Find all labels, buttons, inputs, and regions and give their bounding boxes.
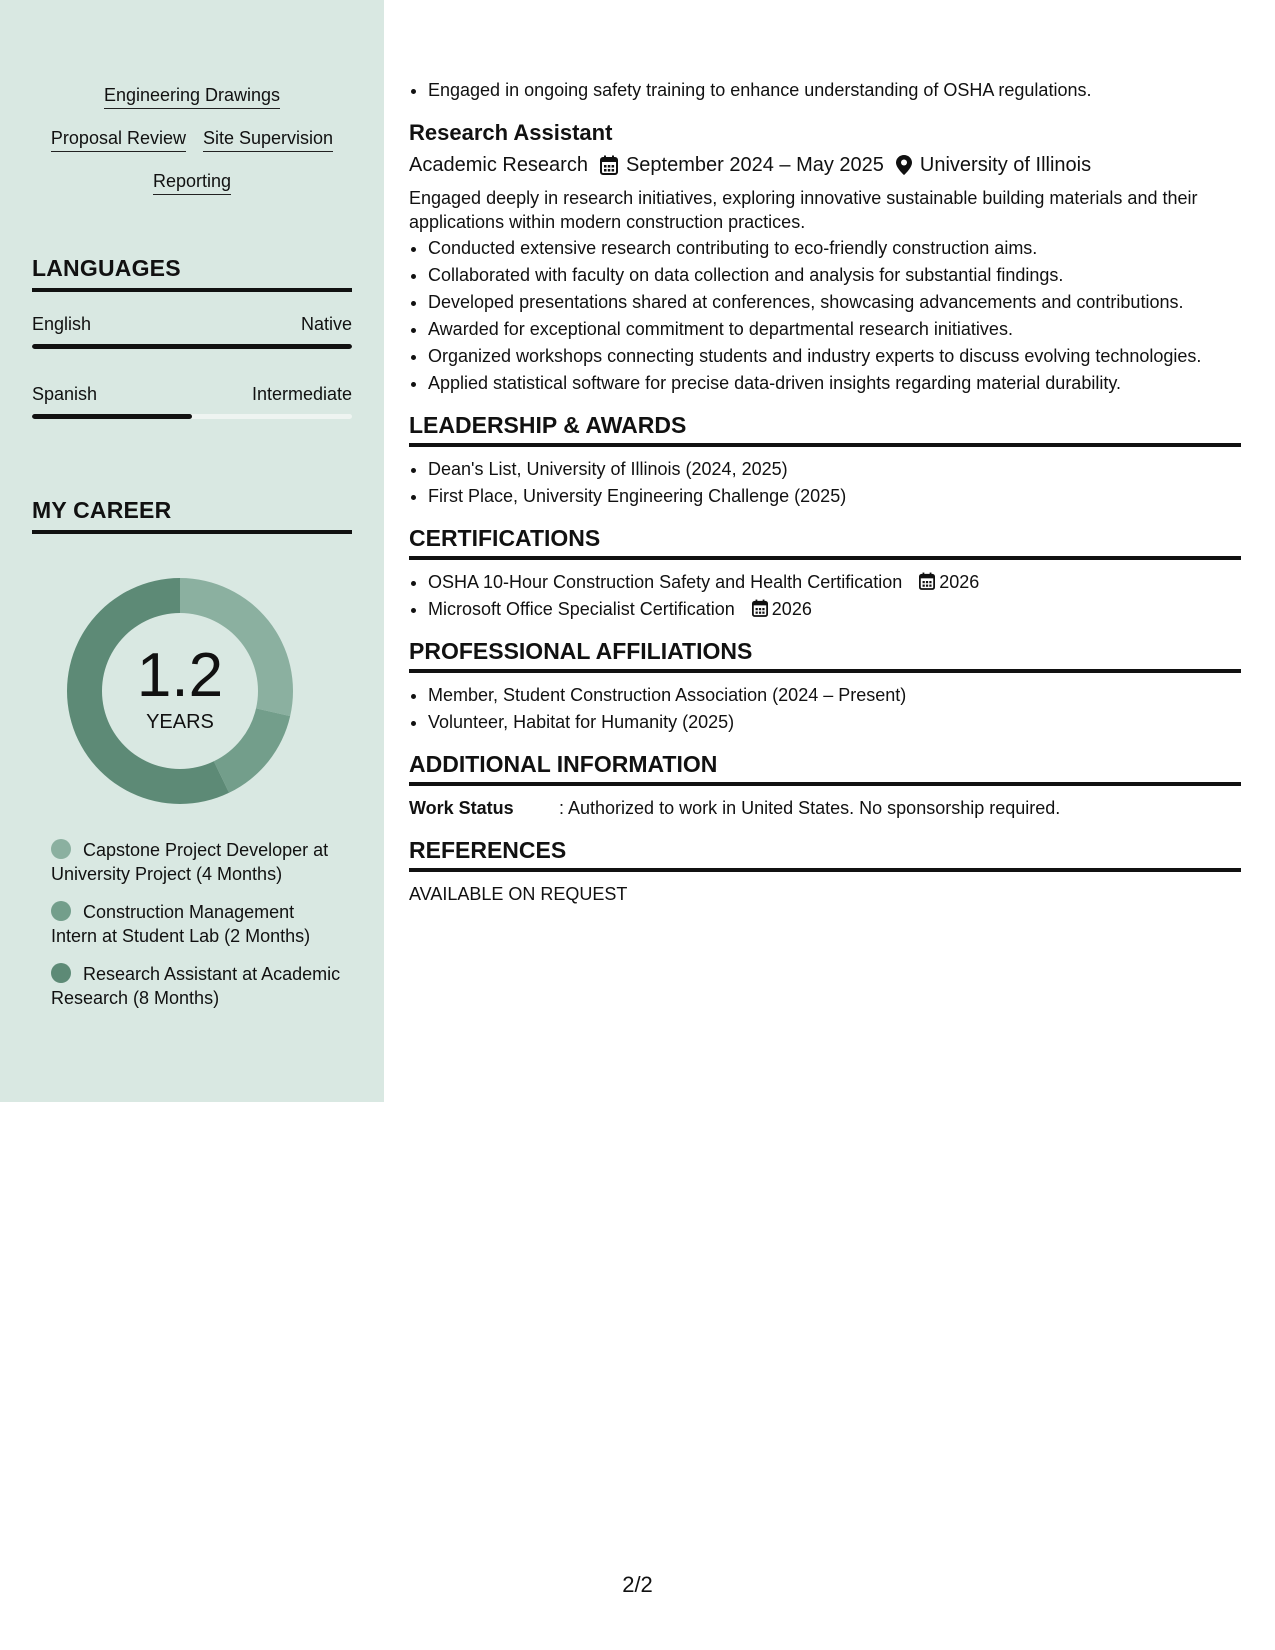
certification-year-wrap <box>919 572 979 592</box>
language-row <box>32 314 352 335</box>
references-heading: REFERENCES <box>409 836 1241 872</box>
job-bullet: • Developed presentations shared at conferences, showcasing advancements and contributions. <box>428 290 1241 314</box>
work-status-label: Work Status <box>409 798 514 818</box>
job-description: Engaged deeply in research initiatives, exploring innovative sustainable building materials and their applications within modern construction practices. <box>409 188 1198 232</box>
main-content <box>409 78 1241 906</box>
legend-dot <box>51 839 71 859</box>
job-meta <box>409 152 1241 178</box>
language-bar-fill <box>32 414 192 419</box>
language-name: Spanish <box>32 384 98 404</box>
calendar-icon <box>600 155 618 175</box>
leadership-list <box>409 457 1241 508</box>
job-title: Research Assistant <box>409 120 613 145</box>
certification-year: 2026 <box>939 572 980 592</box>
career-heading: MY CAREER <box>32 497 352 534</box>
job-bullet: • Collaborated with faculty on data collection and analysis for substantial findings. <box>428 263 1241 287</box>
language-level: Intermediate <box>251 384 352 404</box>
skill-tag: Proposal Review <box>51 127 186 152</box>
experience-bullet: • Engaged in ongoing safety training to enhance understanding of OSHA regulations. <box>428 78 1241 102</box>
job-bullets <box>409 236 1241 395</box>
certifications-heading: CERTIFICATIONS <box>409 524 1241 560</box>
legend-label: Capstone Project Developer at University Project (4 Months) <box>51 840 329 884</box>
job-bullet: • Applied statistical software for precise data-driven insights regarding material durability. <box>428 371 1241 395</box>
legend-item <box>51 838 341 886</box>
language-bar-fill <box>32 344 352 349</box>
certification-name: Microsoft Office Specialist Certification <box>428 599 735 619</box>
page-number: 2/2 <box>622 1572 653 1597</box>
experience-bullets <box>409 78 1241 102</box>
legend-dot <box>51 963 71 983</box>
job-location: University of Illinois <box>919 154 1092 176</box>
legend-item <box>51 962 341 1010</box>
certification-item <box>428 597 1241 621</box>
work-status-row <box>409 796 1241 820</box>
job-company: Academic Research <box>409 154 588 176</box>
affiliation-item: • Volunteer, Habitat for Humanity (2025) <box>428 710 1241 734</box>
certification-year-wrap <box>752 599 812 619</box>
legend-label: Research Assistant at Academic Research (8 Months) <box>51 964 341 1008</box>
legend-label: Construction Management Intern at Student Lab (2 Months) <box>51 902 311 946</box>
language-bar <box>32 344 352 349</box>
language-bar <box>32 414 352 419</box>
leadership-item: • Dean's List, University of Illinois (2024, 2025) <box>428 457 1241 481</box>
job-bullet: • Conducted extensive research contributing to eco-friendly construction aims. <box>428 236 1241 260</box>
job-dates: September 2024 – May 2025 <box>625 154 884 176</box>
certification-item <box>428 570 1241 594</box>
calendar-icon <box>752 599 768 617</box>
leadership-item: • First Place, University Engineering Challenge (2025) <box>428 484 1241 508</box>
job-bullet: • Awarded for exceptional commitment to departmental research initiatives. <box>428 317 1241 341</box>
legend-dot <box>51 901 71 921</box>
language-row <box>32 384 352 405</box>
career-total-unit: YEARS <box>146 710 214 733</box>
skill-tag: Reporting <box>153 170 231 195</box>
skill-tag: Site Supervision <box>203 127 333 152</box>
language-name: English <box>32 314 92 334</box>
legend-item <box>51 900 341 948</box>
career-legend <box>51 838 341 1024</box>
career-total <box>66 577 294 805</box>
certification-year: 2026 <box>771 599 812 619</box>
skills-list <box>32 84 352 213</box>
leadership-heading: LEADERSHIP & AWARDS <box>409 411 1241 447</box>
languages-heading: LANGUAGES <box>32 255 352 292</box>
language-level: Native <box>300 314 352 334</box>
location-pin-icon <box>896 155 912 175</box>
certification-name: OSHA 10-Hour Construction Safety and Health Certification <box>428 572 903 592</box>
references-text: AVAILABLE ON REQUEST <box>409 884 628 904</box>
affiliations-heading: PROFESSIONAL AFFILIATIONS <box>409 637 1241 673</box>
additional-info-heading: ADDITIONAL INFORMATION <box>409 750 1241 786</box>
sidebar <box>0 0 384 1102</box>
certifications-list <box>409 570 1241 621</box>
calendar-icon <box>919 572 935 590</box>
affiliation-item: • Member, Student Construction Association (2024 – Present) <box>428 683 1241 707</box>
skill-tag: Engineering Drawings <box>104 84 280 109</box>
work-status-value: : Authorized to work in United States. No sponsorship required. <box>559 798 1061 818</box>
affiliations-list <box>409 683 1241 734</box>
career-total-value: 1.2 <box>136 640 224 710</box>
job-bullet: • Organized workshops connecting students and industry experts to discuss evolving technologies. <box>428 344 1241 368</box>
